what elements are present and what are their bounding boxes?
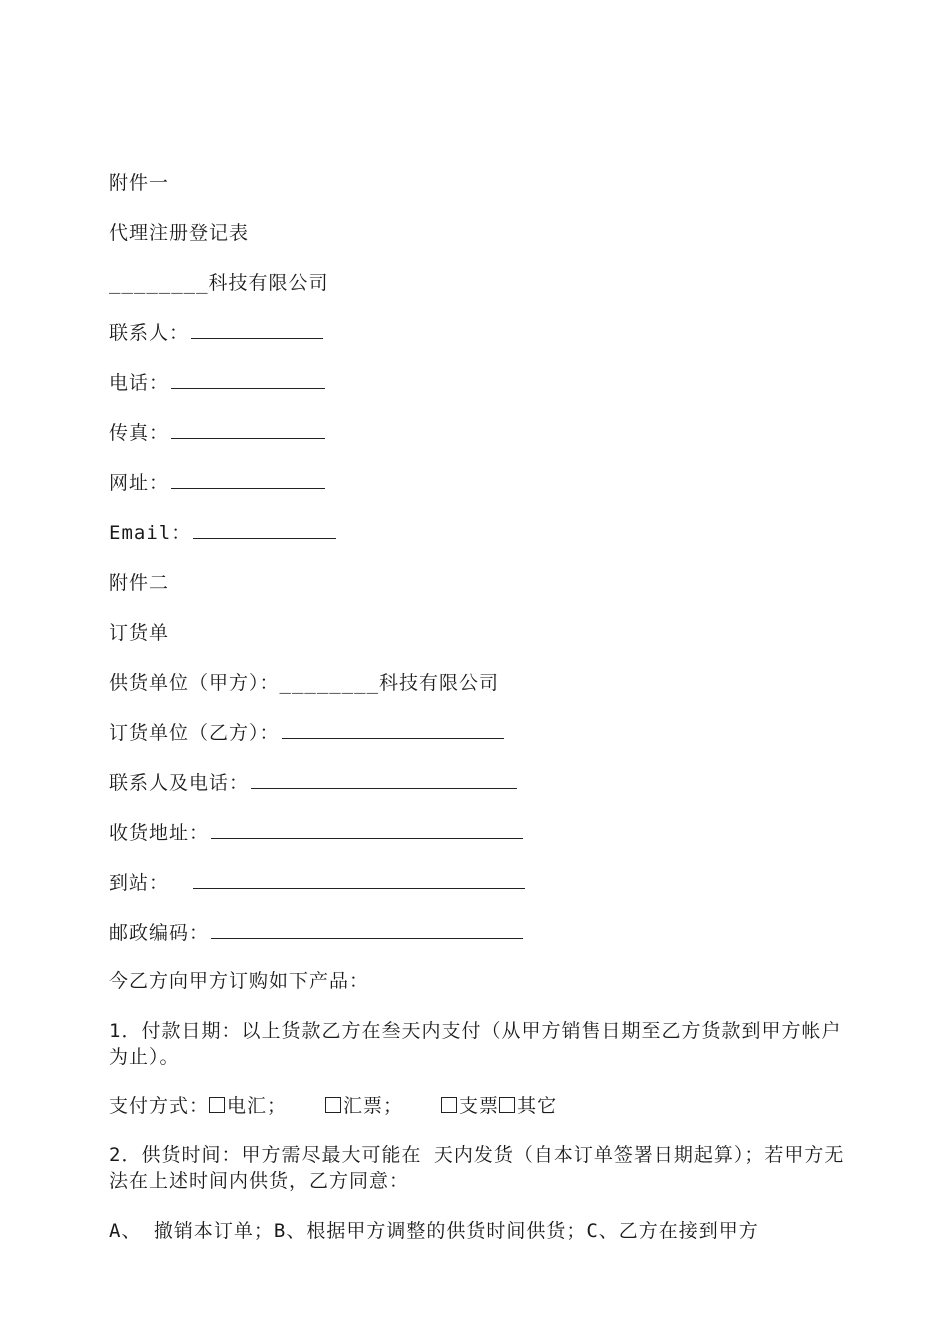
phone-label: 电话： xyxy=(109,372,170,394)
contact-phone-label: 联系人及电话： xyxy=(109,772,250,794)
company-name-suffix: 科技有限公司 xyxy=(208,272,329,294)
fax-line xyxy=(109,420,325,446)
draft-option: 汇票； xyxy=(343,1095,404,1117)
address-label: 收货地址： xyxy=(109,822,210,844)
website-label: 网址： xyxy=(109,472,170,494)
attachment1-heading: 附件一 xyxy=(109,172,170,194)
contact-label: 联系人： xyxy=(109,322,190,344)
phone-line xyxy=(109,370,325,396)
order-intro: 今乙方向甲方订购如下产品： xyxy=(109,970,370,992)
contact-blank xyxy=(191,320,323,339)
station-line xyxy=(109,870,525,896)
check-option: 支票 xyxy=(459,1095,500,1117)
attachment2-heading: 附件二 xyxy=(109,572,170,594)
fax-label: 传真： xyxy=(109,422,170,444)
contact-phone-blank xyxy=(251,770,517,789)
draft-checkbox xyxy=(325,1097,341,1113)
registration-form-title: 代理注册登记表 xyxy=(109,222,250,244)
address-line xyxy=(109,820,523,846)
wire-transfer-checkbox xyxy=(209,1097,225,1113)
supplier-line xyxy=(109,670,499,696)
fax-blank xyxy=(171,420,325,439)
station-label: 到站： xyxy=(109,872,170,894)
payment-method-label: 支付方式： xyxy=(109,1095,210,1117)
contact-phone-line xyxy=(109,770,517,796)
check-checkbox xyxy=(441,1097,457,1113)
company-name-blank: ________ xyxy=(109,272,209,294)
address-blank xyxy=(211,820,523,839)
email-label: Email： xyxy=(109,522,192,544)
buyer-blank xyxy=(282,720,504,739)
other-checkbox xyxy=(499,1097,515,1113)
website-line xyxy=(109,470,325,496)
payment-date-clause: 1．付款日期：以上货款乙方在叁天内支付（从甲方销售日期至乙方货款到甲方帐户为止）。 xyxy=(109,1020,842,1068)
postcode-line xyxy=(109,920,523,946)
payment-method-line xyxy=(109,1093,557,1119)
buyer-line xyxy=(109,720,504,746)
delivery-options-line: A、 撤销本订单；B、根据甲方调整的供货时间供货；C、乙方在接到甲方 xyxy=(109,1220,759,1242)
postcode-label: 邮政编码： xyxy=(109,922,210,944)
station-blank xyxy=(193,870,525,889)
email-blank xyxy=(193,520,336,539)
email-line xyxy=(109,520,336,546)
supplier-suffix: 科技有限公司 xyxy=(379,672,500,694)
other-option: 其它 xyxy=(517,1095,558,1117)
order-form-title: 订货单 xyxy=(109,622,170,644)
supplier-blank: ________ xyxy=(279,672,380,694)
contact-line xyxy=(109,320,323,346)
company-name-line xyxy=(109,270,329,296)
phone-blank xyxy=(171,370,325,389)
website-blank xyxy=(171,470,325,489)
wire-transfer-option: 电汇； xyxy=(227,1095,288,1117)
delivery-time-clause: 2．供货时间：甲方需尽最大可能在 天内发货（自本订单签署日期起算）；若甲方无法在上述时间内供货，乙方同意： xyxy=(109,1144,845,1192)
postcode-blank xyxy=(211,920,523,939)
supplier-label: 供货单位（甲方）： xyxy=(109,672,280,694)
buyer-label: 订货单位（乙方）： xyxy=(109,722,280,744)
